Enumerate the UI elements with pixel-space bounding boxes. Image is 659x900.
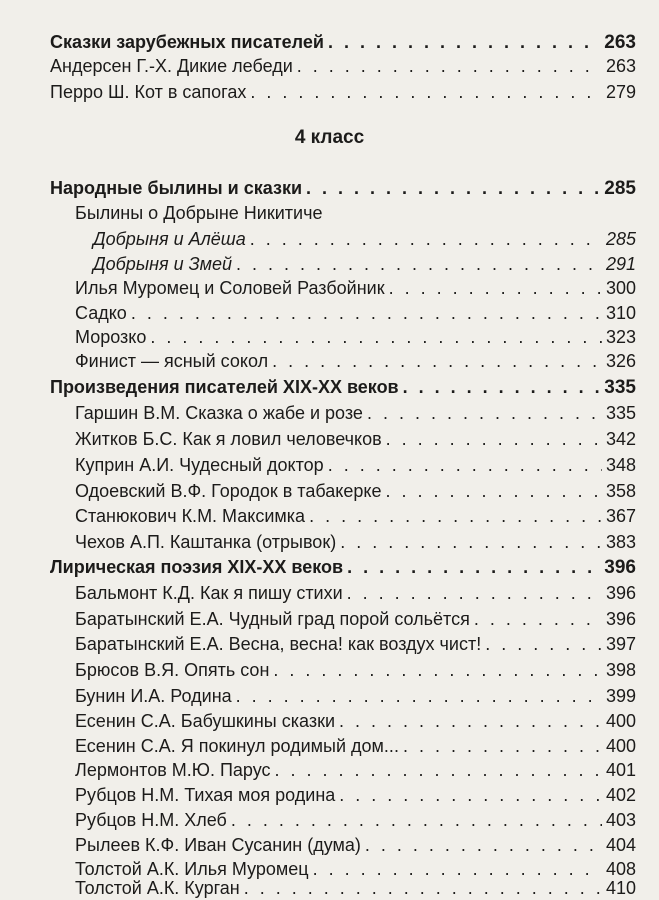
toc-entry-title: Станюкович К.М. Максимка [75, 506, 306, 526]
toc-entry-title: Есенин С.А. Я покинул родимый дом... [75, 736, 399, 756]
toc-page-number: 408 [605, 859, 636, 879]
dot-leader [328, 455, 602, 476]
toc-page-number: 323 [605, 327, 636, 347]
toc-page-number: 348 [605, 455, 636, 475]
toc-entry[interactable] [75, 327, 636, 348]
toc-section-title: Произведения писателей XIX-XX веков [50, 377, 399, 397]
toc-entry-title: Есенин С.А. Бабушкины сказки [75, 711, 336, 731]
dot-leader [309, 506, 602, 527]
toc-entry[interactable] [75, 810, 636, 831]
toc-entry-title: Морозко [75, 327, 147, 347]
toc-entry[interactable] [75, 859, 636, 880]
toc-page-number: 285 [605, 229, 636, 249]
dot-leader [150, 327, 602, 348]
toc-entry-title: Толстой А.К. Курган [75, 878, 240, 898]
toc-entry[interactable] [75, 481, 636, 502]
toc-entry[interactable] [50, 56, 636, 77]
dot-leader [250, 229, 602, 250]
toc-page-number: 410 [605, 878, 636, 898]
toc-entry-title: Финист — ясный сокол [75, 351, 269, 371]
toc-subgroup-title[interactable]: Былины о Добрыне Никитиче [75, 203, 323, 223]
dot-leader [297, 56, 602, 77]
toc-page-number: 335 [604, 377, 636, 398]
toc-entry[interactable] [75, 660, 636, 681]
toc-section-title: Народные былины и сказки [50, 178, 303, 198]
toc-entry-title: Куприн А.И. Чудесный доктор [75, 455, 324, 475]
toc-page-number: 402 [605, 785, 636, 805]
toc-page-number: 285 [604, 178, 636, 199]
dot-leader [250, 82, 602, 103]
toc-entry-title: Брюсов В.Я. Опять сон [75, 660, 270, 680]
toc-page-number: 310 [605, 303, 636, 323]
toc-entry[interactable] [75, 583, 636, 604]
toc-entry[interactable] [75, 760, 636, 781]
dot-leader [367, 403, 602, 424]
toc-entry-title: Добрыня и Алёша [93, 229, 246, 249]
dot-leader [386, 429, 602, 450]
toc-page-number: 398 [605, 660, 636, 680]
toc-page-number: 396 [605, 583, 636, 603]
toc-section-19-20-century-writers[interactable] [50, 377, 636, 399]
toc-entry-title: Бунин И.А. Родина [75, 686, 232, 706]
dot-leader [474, 609, 602, 630]
toc-entry-title: Рубцов Н.М. Хлеб [75, 810, 227, 830]
toc-page-number: 263 [605, 56, 636, 76]
toc-entry[interactable] [75, 303, 636, 324]
toc-entry[interactable] [75, 609, 636, 630]
toc-page-number: 400 [605, 736, 636, 756]
toc-entry-title: Бальмонт К.Д. Как я пишу стихи [75, 583, 343, 603]
dot-leader [272, 351, 602, 372]
toc-page-number: 291 [605, 254, 636, 274]
dot-leader [244, 878, 602, 899]
toc-entry[interactable] [75, 785, 636, 806]
toc-page-number: 399 [605, 686, 636, 706]
dot-leader [275, 760, 602, 781]
dot-leader [485, 634, 602, 655]
toc-entry-title: Гаршин В.М. Сказка о жабе и розе [75, 403, 363, 423]
toc-page-number: 358 [605, 481, 636, 501]
dot-leader [231, 810, 602, 831]
toc-entry-title: Баратынский Е.А. Весна, весна! как воздух чист! [75, 634, 482, 654]
dot-leader [385, 481, 602, 502]
dot-leader [131, 303, 602, 324]
dot-leader [339, 711, 602, 732]
dot-leader [306, 178, 600, 199]
toc-page-number: 300 [605, 278, 636, 298]
toc-page-number: 396 [604, 557, 636, 578]
toc-page-number: 335 [605, 403, 636, 423]
dot-leader [339, 785, 602, 806]
toc-entry[interactable] [93, 254, 636, 275]
grade-heading: 4 класс [294, 127, 365, 148]
dot-leader [347, 557, 600, 578]
toc-page-number: 326 [605, 351, 636, 371]
toc-entry[interactable] [75, 711, 636, 732]
dot-leader [365, 835, 602, 856]
toc-page-number: 403 [605, 810, 636, 830]
toc-entry-title: Илья Муромец и Соловей Разбойник [75, 278, 385, 298]
toc-entry[interactable] [75, 878, 636, 899]
toc-page-number: 397 [605, 634, 636, 654]
toc-entry[interactable] [75, 455, 636, 476]
toc-entry[interactable] [75, 835, 636, 856]
toc-entry-title: Андерсен Г.-Х. Дикие лебеди [50, 56, 293, 76]
toc-entry[interactable] [75, 403, 636, 424]
toc-entry-title: Рубцов Н.М. Тихая моя родина [75, 785, 336, 805]
dot-leader [403, 736, 602, 757]
toc-entry-title: Чехов А.П. Каштанка (отрывок) [75, 532, 337, 552]
toc-entry-title: Садко [75, 303, 127, 323]
toc-section-foreign-tales[interactable] [50, 32, 636, 54]
toc-entry-title: Баратынский Е.А. Чудный град порой сольётся [75, 609, 470, 629]
toc-page-number: 263 [604, 32, 636, 53]
toc-page-number: 367 [605, 506, 636, 526]
toc-page-number: 401 [605, 760, 636, 780]
toc-entry-title: Перро Ш. Кот в сапогах [50, 82, 247, 102]
toc-entry[interactable] [93, 229, 636, 250]
toc-page-number: 396 [605, 609, 636, 629]
toc-entry[interactable] [75, 278, 636, 299]
toc-entry-title: Добрыня и Змей [93, 254, 233, 274]
toc-entry-title: Одоевский В.Ф. Городок в табакерке [75, 481, 382, 501]
toc-section-folk-epics[interactable] [50, 178, 636, 200]
dot-leader [403, 377, 601, 398]
toc-entry[interactable] [50, 82, 636, 103]
toc-page-number: 279 [605, 82, 636, 102]
dot-leader [273, 660, 602, 681]
toc-entry-title: Толстой А.К. Илья Муромец [75, 859, 309, 879]
dot-leader [328, 32, 600, 53]
toc-entry-title: Рылеев К.Ф. Иван Сусанин (дума) [75, 835, 361, 855]
dot-leader [236, 686, 602, 707]
toc-page-number: 400 [605, 711, 636, 731]
toc-entry[interactable] [75, 351, 636, 372]
toc-section-lyric-poetry[interactable] [50, 557, 636, 579]
dot-leader [236, 254, 602, 275]
toc-page-number: 404 [605, 835, 636, 855]
toc-entry[interactable] [75, 736, 636, 757]
toc-page-number: 342 [605, 429, 636, 449]
dot-leader [340, 532, 602, 553]
toc-entry[interactable] [75, 686, 636, 707]
toc-section-title: Сказки зарубежных писателей [50, 32, 324, 52]
dot-leader [389, 278, 602, 299]
dot-leader [313, 859, 602, 880]
toc-entry-title: Житков Б.С. Как я ловил человечков [75, 429, 382, 449]
toc-entry[interactable] [75, 532, 636, 553]
toc-page-number: 383 [605, 532, 636, 552]
toc-entry[interactable] [75, 634, 636, 655]
toc-entry-title: Лермонтов М.Ю. Парус [75, 760, 271, 780]
toc-section-title: Лирическая поэзия XIX-XX веков [50, 557, 344, 577]
toc-entry[interactable] [75, 506, 636, 527]
toc-entry[interactable] [75, 429, 636, 450]
dot-leader [347, 583, 602, 604]
